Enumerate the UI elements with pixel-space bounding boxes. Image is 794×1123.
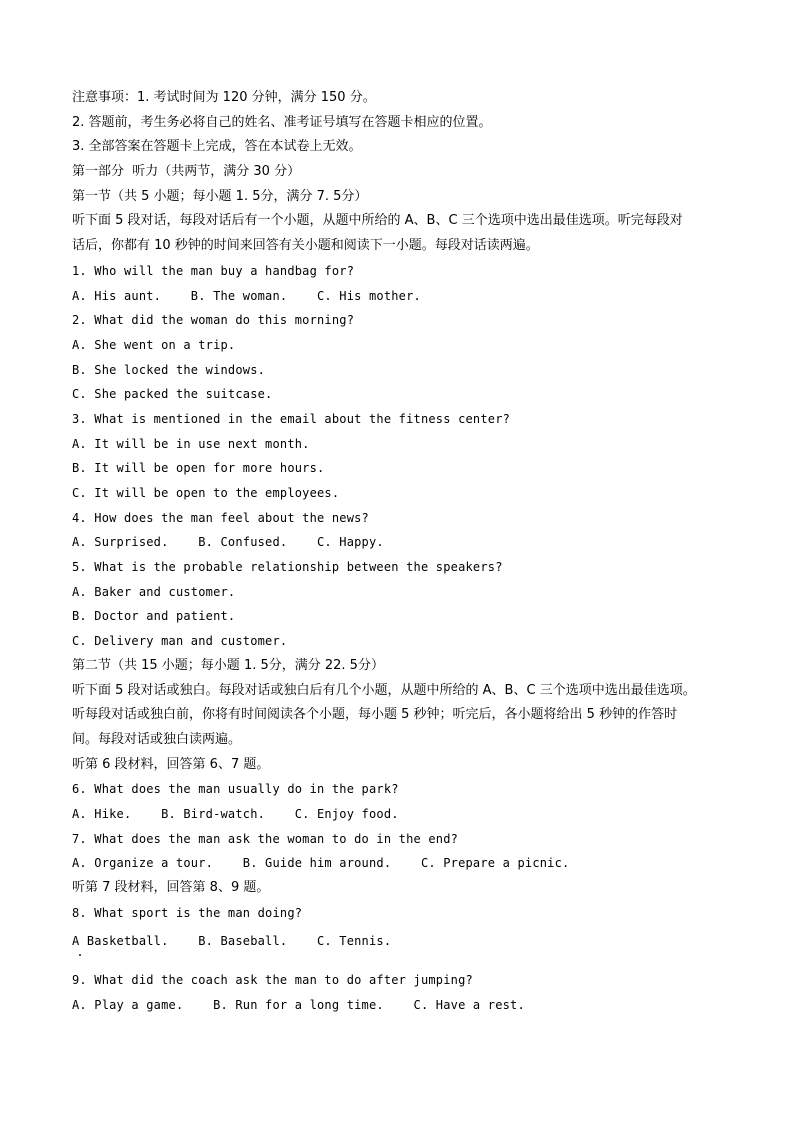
question-7-options: A. Organize a tour. B. Guide him around. C. Prepare a picnic.	[72, 856, 570, 871]
group-7-heading: 听第 7 段材料，回答第 8、9 题。	[72, 880, 270, 895]
question-2-option-c: C. She packed the suitcase.	[72, 387, 273, 402]
question-1-options: A. His aunt. B. The woman. C. His mother.	[72, 288, 421, 303]
notice-line-3: 3. 全部答案在答题卡上完成，答在本试卷上无效。	[72, 139, 362, 155]
question-3-option-c: C. It will be open to the employees.	[72, 486, 340, 500]
section2-instructions-3: 间。每段对话或独白读两遍。	[72, 731, 242, 747]
question-3-option-a: A. It will be in use next month.	[72, 436, 310, 451]
question-8-stem: 8. What sport is the man doing?	[72, 905, 303, 920]
question-1-stem: 1. Who will the man buy a handbag for?	[72, 263, 355, 278]
question-5-option-a: A. Baker and customer.	[72, 584, 236, 599]
notice-line-1: 注意事项：1. 考试时间为 120 分钟，满分 150 分。	[72, 90, 376, 105]
question-7-stem: 7. What does the man ask the woman to do in the end?	[72, 831, 459, 846]
section1-instructions-2: 话后，你都有 10 秒钟的时间来回答有关小题和阅读下一小题。每段对话读两遍。	[72, 238, 539, 254]
notice-line-2: 2. 答题前，考生务必将自己的姓名、准考证号填写在答题卡相应的位置。	[72, 114, 492, 130]
question-5-option-c: C. Delivery man and customer.	[72, 634, 288, 649]
question-4-options: A. Surprised. B. Confused. C. Happy.	[72, 535, 384, 550]
question-5-stem: 5. What is the probable relationship between the speakers?	[72, 560, 503, 575]
section1-instructions-1: 听下面 5 段对话，每段对话后有一个小题，从题中所给的 A、B、C 三个选项中选出最佳选项。听完每段对	[72, 213, 683, 229]
question-9-options: A. Play a game. B. Run for a long time. C. Have a rest.	[72, 997, 525, 1012]
section2-instructions-2: 听每段对话或独白前，你将有时间阅读各个小题，每小题 5 秒钟；听完后，各小题将给出 5 秒钟的作答时	[72, 707, 678, 723]
section2-title: 第二节（共 15 小题；每小题 1. 5分，满分 22. 5分）	[72, 657, 384, 673]
section2-instructions-1: 听下面 5 段对话或独白。每段对话或独白后有几个小题，从题中所给的 A、B、C 三个选项中选出最佳选项。	[72, 682, 696, 698]
question-8-options: A Basketball. B. Baseball. C. Tennis.	[72, 934, 392, 949]
question-3-option-b: B. It will be open for more hours.	[72, 461, 325, 476]
question-6-options: A. Hike. B. Bird-watch. C. Enjoy food.	[72, 806, 399, 821]
question-4-stem: 4. How does the man feel about the news?	[72, 510, 369, 525]
exam-content	[72, 86, 732, 1017]
question-2-stem: 2. What did the woman do this morning?	[72, 313, 355, 328]
question-5-option-b: B. Doctor and patient.	[72, 609, 236, 624]
part1-title: 第一部分 听力（共两节，满分 30 分）	[72, 164, 301, 180]
stray-mark	[79, 954, 81, 956]
section1-title: 第一节（共 5 小题；每小题 1. 5分，满分 7. 5分）	[72, 188, 368, 204]
question-2-option-b: B. She locked the windows.	[72, 362, 266, 377]
question-9-stem: 9. What did the coach ask the man to do after jumping?	[72, 973, 473, 988]
question-2-option-a: A. She went on a trip.	[72, 337, 236, 352]
question-6-stem: 6. What does the man usually do in the park?	[72, 782, 399, 797]
group-6-heading: 听第 6 段材料，回答第 6、7 题。	[72, 756, 270, 772]
question-3-stem: 3. What is mentioned in the email about the fitness center?	[72, 411, 511, 426]
